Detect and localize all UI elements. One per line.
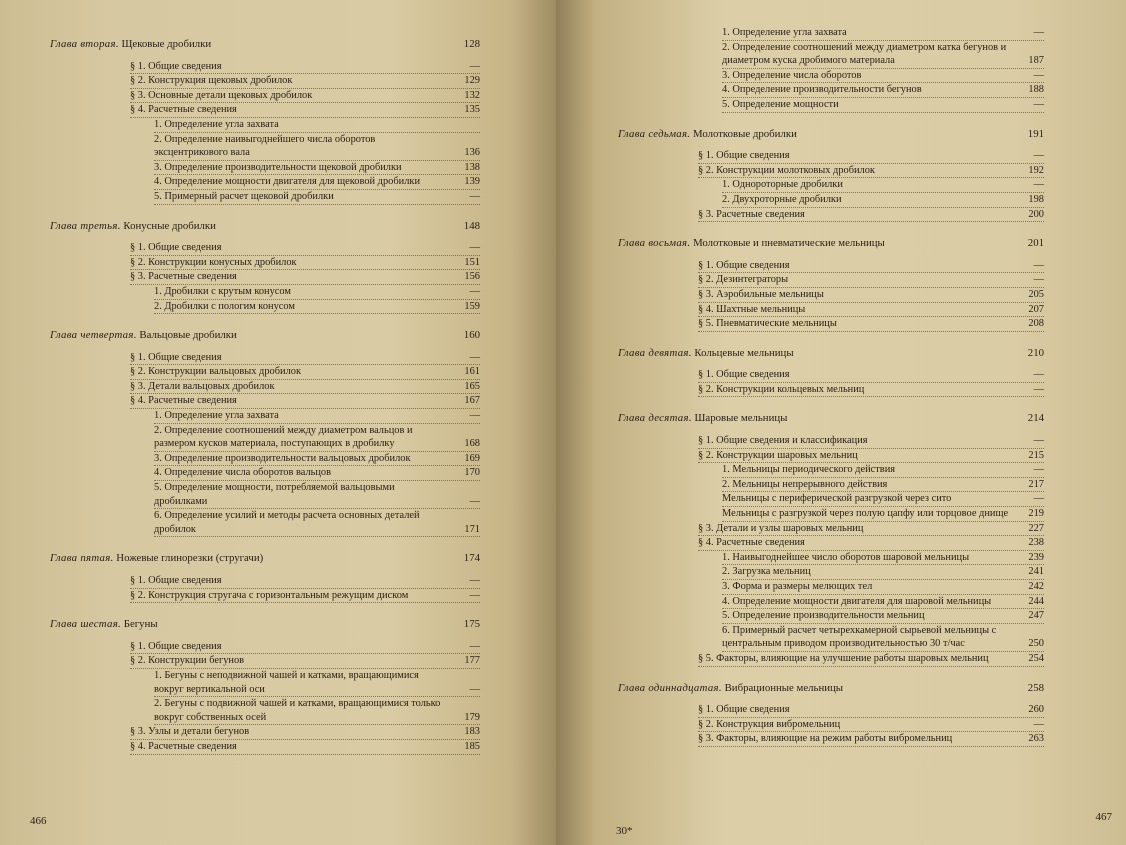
toc-chapter xyxy=(618,237,1044,251)
toc-chapter xyxy=(50,220,480,234)
entry-page: — xyxy=(469,285,480,297)
entry-page: — xyxy=(469,410,480,422)
entry-page: 238 xyxy=(1028,537,1044,549)
entry-page: — xyxy=(1033,383,1044,395)
entry-title: § 1. Общие сведения xyxy=(130,60,222,72)
chapter-heading xyxy=(618,682,1044,696)
toc-entry xyxy=(698,317,1044,332)
toc-entry xyxy=(722,595,1044,610)
entry-title: 4. Определение мощности двигателя для шаровой мельницы xyxy=(722,595,992,607)
toc-entry xyxy=(154,190,480,205)
entry-title: 2. Двухроторные дробилки xyxy=(722,193,842,205)
toc-entry xyxy=(154,697,480,725)
chapter-label: Глава десятая. xyxy=(618,412,692,425)
chapter-label: Глава восьмая. xyxy=(618,237,691,250)
entry-title: § 3. Расчетные сведения xyxy=(130,271,237,283)
entry-title: 5. Определение мощности xyxy=(722,98,839,110)
entry-page: 148 xyxy=(463,219,480,232)
toc-entry xyxy=(698,449,1044,464)
toc-entry xyxy=(130,256,480,271)
toc-entry xyxy=(722,26,1044,41)
chapter-title: Кольцевые мельницы xyxy=(694,346,794,359)
chapter-label: Глава вторая. xyxy=(50,38,119,50)
entry-page: — xyxy=(1033,98,1044,110)
toc-entry xyxy=(130,270,480,285)
toc-entry xyxy=(698,164,1044,179)
entry-page: 215 xyxy=(1028,449,1044,461)
entry-title: § 3. Факторы, влияющие на режим работы вибромельниц xyxy=(698,733,953,745)
toc-entry xyxy=(722,624,1044,652)
toc-entry xyxy=(154,118,480,133)
toc-entry xyxy=(130,60,480,75)
chapter-label: Глава шестая. xyxy=(50,618,122,631)
entry-page: 161 xyxy=(464,366,480,378)
entry-title: § 1. Общие сведения и классификация xyxy=(698,435,868,447)
entry-title: § 4. Расчетные сведения xyxy=(130,395,237,407)
entry-page: — xyxy=(1033,27,1044,38)
chapter-heading xyxy=(50,618,480,632)
entry-title: § 1. Общие сведения xyxy=(130,640,222,652)
toc-entry xyxy=(154,161,480,176)
toc-entry xyxy=(698,732,1044,747)
entry-title: 4. Определение производительности бегунов xyxy=(722,84,922,96)
toc-entry xyxy=(722,609,1044,624)
entry-title: § 1. Общие сведения xyxy=(698,150,790,162)
toc-entry xyxy=(154,466,480,481)
toc-entry xyxy=(698,208,1044,223)
entry-page: 151 xyxy=(464,256,480,268)
toc-entry xyxy=(130,654,480,669)
toc-entry xyxy=(722,69,1044,84)
entry-title: 3. Форма и размеры мелющих тел xyxy=(722,581,873,592)
entry-page: 217 xyxy=(1028,478,1044,490)
entry-page: 167 xyxy=(464,395,480,407)
chapter-title: Молотковые дробилки xyxy=(692,127,797,140)
entry-title: 2. Определение соотношений между диаметром вальцов и размером кусков материала, поступающих в дробилку xyxy=(154,424,413,450)
entry-title: 2. Бегуны с подвижной чашей и катками, вращающимися только вокруг собственных осей xyxy=(154,698,441,723)
entry-page: — xyxy=(469,683,480,695)
toc-entry xyxy=(154,133,480,161)
toc-entry xyxy=(698,652,1044,667)
entry-title: § 3. Основные детали щековых дробилок xyxy=(130,89,313,101)
chapter-heading xyxy=(50,552,480,566)
entry-page: 205 xyxy=(1028,288,1044,300)
right-page-number: 467 xyxy=(1095,811,1112,823)
entry-page: 170 xyxy=(464,467,480,479)
entry-title: Мельницы с периферической разгрузкой через сито xyxy=(722,493,952,505)
entry-title: § 2. Конструкции кольцевых мельниц xyxy=(698,383,865,395)
toc-entry xyxy=(722,551,1044,566)
toc-entry xyxy=(698,288,1044,303)
chapter-heading xyxy=(618,347,1044,361)
entry-page: — xyxy=(1033,464,1044,476)
toc-entry xyxy=(722,507,1044,522)
chapter-label: Глава четвертая. xyxy=(50,329,137,342)
entry-title: § 2. Конструкции молотковых дробилок xyxy=(698,164,875,176)
toc-entry xyxy=(698,259,1044,274)
toc-entry xyxy=(722,98,1044,113)
entry-page: — xyxy=(1033,435,1044,447)
chapter-title: Конусные дробилки xyxy=(123,219,216,232)
entry-page: 138 xyxy=(464,161,480,173)
toc-entry xyxy=(130,574,480,589)
toc-entry xyxy=(722,178,1044,193)
entry-title: § 2. Конструкции бегунов xyxy=(130,655,245,667)
left-toc xyxy=(50,38,480,755)
entry-page: 168 xyxy=(464,438,480,450)
entry-page: 169 xyxy=(464,452,480,464)
entry-title: 2. Загрузка мельниц xyxy=(722,566,811,578)
entry-page: 254 xyxy=(1028,652,1044,664)
chapter-heading xyxy=(50,220,480,234)
entry-page: 244 xyxy=(1028,595,1044,607)
entry-title: 3. Определение числа оборотов xyxy=(722,69,862,81)
entry-page: 185 xyxy=(464,740,480,752)
entry-page: 192 xyxy=(1028,164,1044,176)
entry-title: § 3. Детали и узлы шаровых мельниц xyxy=(698,522,864,534)
entry-page: — xyxy=(1033,274,1044,286)
entry-title: 1. Наивыгоднейшее число оборотов шаровой мельницы xyxy=(722,551,970,563)
toc-entry xyxy=(154,175,480,190)
entry-page: 263 xyxy=(1028,733,1044,745)
toc-entry xyxy=(130,103,480,118)
toc-chapter xyxy=(50,38,480,52)
entry-page: — xyxy=(469,589,480,601)
entry-page: 129 xyxy=(464,75,480,87)
toc-chapter xyxy=(50,329,480,343)
entry-title: § 2. Конструкция щековых дробилок xyxy=(130,75,293,87)
chapter-label: Глава седьмая. xyxy=(618,127,691,140)
toc-entry xyxy=(722,463,1044,478)
entry-page: 219 xyxy=(1028,508,1044,520)
toc-entry xyxy=(698,718,1044,733)
chapter-title: Щековые дробилки xyxy=(121,38,212,50)
chapter-title: Шаровые мельницы xyxy=(694,412,788,425)
entry-page: — xyxy=(469,575,480,586)
entry-title: 5. Определение производительности мельниц xyxy=(722,610,925,622)
entry-page: — xyxy=(469,640,480,652)
entry-page: 177 xyxy=(464,655,480,667)
entry-page: 132 xyxy=(464,89,480,101)
entry-page: 165 xyxy=(464,380,480,392)
toc-entry xyxy=(698,303,1044,318)
entry-page: — xyxy=(1033,718,1044,730)
toc-entry xyxy=(698,703,1044,718)
signature-mark: 30* xyxy=(616,825,633,837)
entry-page: — xyxy=(1033,493,1044,505)
entry-title: § 2. Конструкции шаровых мельниц xyxy=(698,449,858,461)
entry-page: 214 xyxy=(1027,412,1044,425)
chapter-label: Глава третья. xyxy=(50,219,121,232)
entry-title: 1. Бегуны с неподвижной чашей и катками, вращающимися вокруг вертикальной оси xyxy=(154,669,419,695)
toc-chapter xyxy=(50,618,480,632)
right-toc xyxy=(618,26,1044,747)
toc-entry xyxy=(722,83,1044,98)
entry-page: 135 xyxy=(464,104,480,116)
toc-entry xyxy=(154,669,480,697)
entry-title: § 4. Расчетные сведения xyxy=(130,104,237,116)
entry-title: § 1. Общие сведения xyxy=(130,242,222,254)
toc-entry xyxy=(130,589,480,604)
chapter-heading xyxy=(50,329,480,343)
toc-entry xyxy=(130,380,480,395)
entry-page: 208 xyxy=(1028,318,1044,330)
toc-entry xyxy=(154,300,480,315)
entry-title: § 1. Общие сведения xyxy=(130,351,222,363)
entry-title: § 2. Конструкции конусных дробилок xyxy=(130,256,297,268)
entry-title: 4. Определение мощности двигателя для щековой дробилки xyxy=(154,176,421,188)
entry-page: 171 xyxy=(464,523,480,535)
entry-page: 160 xyxy=(463,329,480,342)
chapter-title: Молотковые и пневматические мельницы xyxy=(693,237,885,250)
entry-title: 1. Определение угла захвата xyxy=(154,410,279,422)
entry-page: 250 xyxy=(1028,638,1044,650)
entry-title: § 4. Расчетные сведения xyxy=(130,740,237,752)
toc-entry xyxy=(130,89,480,104)
entry-page: 136 xyxy=(464,147,480,159)
toc-entry xyxy=(722,565,1044,580)
entry-title: 5. Определение мощности, потребляемой вальцовыми дробилками xyxy=(154,482,395,507)
entry-title: 3. Определение производительности вальцовых дробилок xyxy=(154,452,411,464)
toc-entry xyxy=(698,149,1044,164)
entry-title: § 3. Детали вальцовых дробилок xyxy=(130,380,275,392)
entry-page: 241 xyxy=(1028,566,1044,578)
entry-page: 156 xyxy=(464,271,480,283)
entry-page: 188 xyxy=(1028,84,1044,96)
entry-title: 4. Определение числа оборотов вальцов xyxy=(154,467,332,479)
toc-entry xyxy=(154,424,480,452)
entry-page: — xyxy=(1033,150,1044,162)
entry-page: — xyxy=(1033,369,1044,381)
entry-title: § 1. Общие сведения xyxy=(698,259,790,271)
entry-page: 159 xyxy=(464,300,480,312)
entry-page: 174 xyxy=(463,552,480,565)
chapter-heading xyxy=(50,38,480,52)
entry-title: § 2. Конструкция стругача с горизонтальным режущим диском xyxy=(130,589,409,601)
entry-title: 5. Примерный расчет щековой дробилки xyxy=(154,190,334,202)
entry-title: § 1. Общие сведения xyxy=(698,369,790,381)
chapter-label: Глава девятая. xyxy=(618,346,692,359)
entry-title: 3. Определение производительности щековой дробилки xyxy=(154,161,402,173)
toc-entry xyxy=(154,481,480,509)
entry-title: 1. Определение угла захвата xyxy=(154,118,279,130)
entry-title: § 2. Конструкции вальцовых дробилок xyxy=(130,366,301,378)
toc-entry xyxy=(130,241,480,256)
entry-title: § 1. Общие сведения xyxy=(130,575,222,586)
entry-page: — xyxy=(469,495,480,507)
entry-page: 183 xyxy=(464,726,480,738)
entry-title: 6. Примерный расчет четырехкамерной сырьевой мельницы с центральным приводом производительностью 30 т/час xyxy=(722,624,997,650)
toc-chapter xyxy=(618,128,1044,142)
toc-entry xyxy=(698,434,1044,449)
entry-page: — xyxy=(469,190,480,202)
left-page xyxy=(0,0,556,845)
entry-page: — xyxy=(469,242,480,254)
entry-page: 179 xyxy=(464,711,480,723)
entry-title: 1. Дробилки с крутым конусом xyxy=(154,285,291,297)
entry-page: 187 xyxy=(1028,55,1044,67)
entry-title: § 1. Общие сведения xyxy=(698,704,790,716)
toc-entry xyxy=(130,640,480,655)
entry-title: 2. Определение соотношений между диаметром катка бегунов и диаметром куска дробимого материала xyxy=(722,41,1007,67)
toc-entry xyxy=(722,580,1044,595)
toc-entry xyxy=(698,522,1044,537)
entry-title: § 2. Дезинтеграторы xyxy=(698,274,789,286)
entry-title: 1. Мельницы периодического действия xyxy=(722,464,896,476)
entry-page: 247 xyxy=(1028,610,1044,622)
entry-title: 1. Однороторные дробилки xyxy=(722,179,843,191)
entry-page: — xyxy=(469,60,480,72)
entry-page: 191 xyxy=(1027,127,1044,140)
entry-page: 258 xyxy=(1027,681,1044,694)
chapter-label: Глава одиннадцатая. xyxy=(618,681,722,694)
chapter-heading xyxy=(618,128,1044,142)
chapter-title: Вибрационные мельницы xyxy=(724,681,844,694)
toc-entry xyxy=(154,452,480,467)
entry-page: 207 xyxy=(1028,303,1044,315)
toc-entry xyxy=(130,725,480,740)
entry-page: 239 xyxy=(1028,551,1044,563)
entry-page: 128 xyxy=(463,38,480,50)
toc-entry xyxy=(154,285,480,300)
entry-page: — xyxy=(1033,259,1044,271)
entry-page: — xyxy=(469,351,480,363)
entry-title: § 5. Факторы, влияющие на улучшение работы шаровых мельниц xyxy=(698,652,989,664)
entry-title: 2. Мельницы непрерывного действия xyxy=(722,478,888,490)
entry-title: § 3. Аэробильные мельницы xyxy=(698,288,824,300)
toc-entry xyxy=(698,273,1044,288)
entry-title: 2. Определение наивыгоднейшего числа оборотов эксцентрикового вала xyxy=(154,133,376,159)
entry-title: § 2. Конструкция вибромельниц xyxy=(698,718,841,730)
chapter-title: Ножевые глинорезки (стругачи) xyxy=(116,552,264,565)
entry-page: 242 xyxy=(1028,581,1044,592)
toc-entry xyxy=(130,394,480,409)
entry-page: 198 xyxy=(1028,193,1044,205)
entry-page: 139 xyxy=(464,176,480,188)
toc-entry xyxy=(130,74,480,89)
entry-page: — xyxy=(1033,179,1044,191)
entry-page: 201 xyxy=(1027,237,1044,250)
entry-title: Мельницы с разгрузкой через полую цапфу или торцовое днище xyxy=(722,508,1009,520)
toc-entry xyxy=(698,383,1044,398)
entry-page: 260 xyxy=(1028,704,1044,716)
toc-entry xyxy=(130,351,480,366)
toc-entry xyxy=(130,365,480,380)
toc-chapter xyxy=(50,552,480,566)
entry-title: 2. Дробилки с пологим конусом xyxy=(154,300,295,312)
entry-page: 210 xyxy=(1027,346,1044,359)
toc-entry xyxy=(722,478,1044,493)
toc-chapter xyxy=(618,682,1044,696)
toc-entry xyxy=(722,193,1044,208)
toc-entry xyxy=(698,536,1044,551)
entry-title: 6. Определение усилий и методы расчета основных деталей дробилок xyxy=(154,510,420,535)
entry-title: § 3. Расчетные сведения xyxy=(698,208,805,220)
toc-chapter xyxy=(618,412,1044,426)
toc-chapter xyxy=(618,347,1044,361)
right-page xyxy=(556,0,1126,845)
entry-page: 200 xyxy=(1028,208,1044,220)
entry-title: § 4. Шахтные мельницы xyxy=(698,303,806,315)
toc-entry xyxy=(722,492,1044,507)
chapter-heading xyxy=(618,412,1044,426)
toc-entry xyxy=(154,409,480,424)
entry-title: § 4. Расчетные сведения xyxy=(698,537,805,549)
chapter-heading xyxy=(618,237,1044,251)
toc-entry xyxy=(722,41,1044,69)
toc-entry xyxy=(698,368,1044,383)
chapter-title: Вальцовые дробилки xyxy=(139,329,237,342)
entry-title: 1. Определение угла захвата xyxy=(722,27,847,38)
toc-entry xyxy=(154,509,480,537)
entry-title: § 5. Пневматические мельницы xyxy=(698,318,837,330)
toc-entry xyxy=(130,740,480,755)
left-page-number: 466 xyxy=(30,815,47,827)
entry-page: — xyxy=(1033,69,1044,81)
entry-page: 175 xyxy=(463,618,480,631)
entry-page: 227 xyxy=(1028,522,1044,534)
chapter-title: Бегуны xyxy=(123,618,158,631)
chapter-label: Глава пятая. xyxy=(50,552,114,565)
entry-title: § 3. Узлы и детали бегунов xyxy=(130,726,250,738)
